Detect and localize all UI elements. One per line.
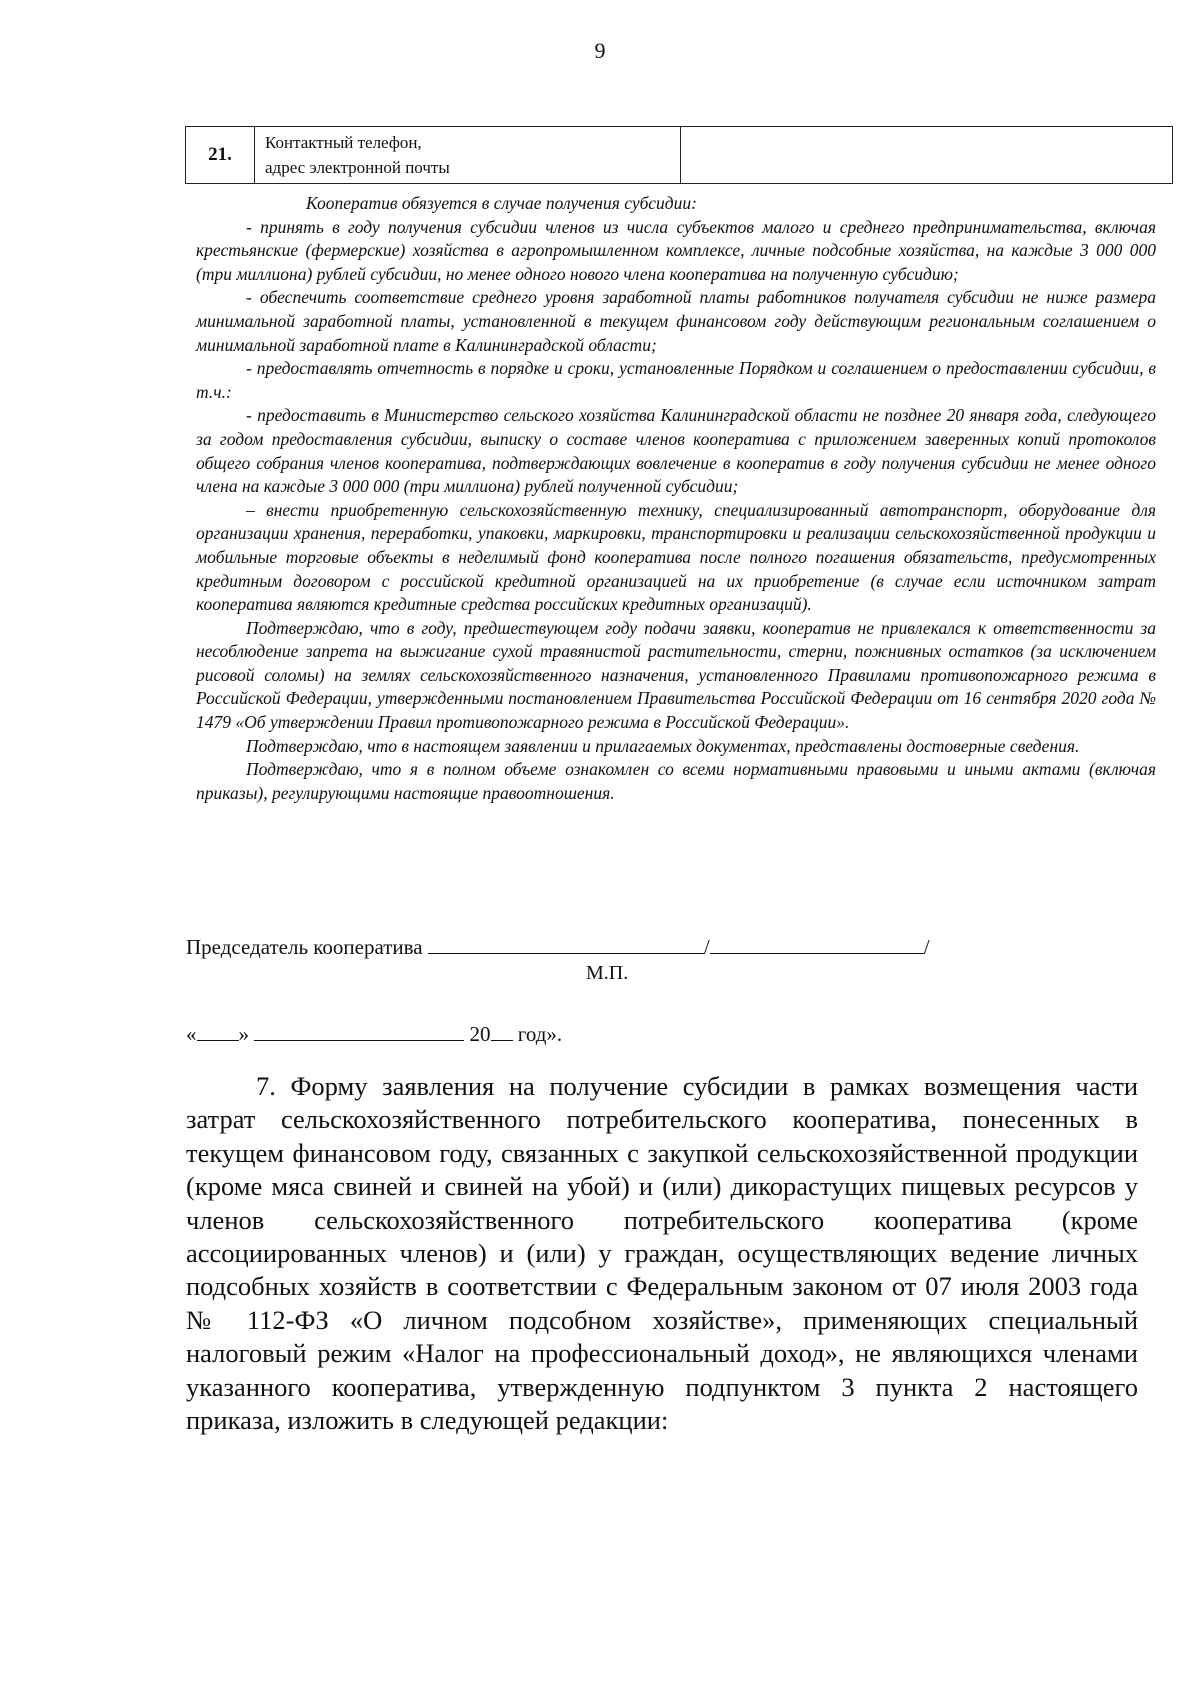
item-7-paragraph: 7. Форму заявления на получение субсидии в рамках возмещения части затрат сельскохозяйственного потребительского кооператива, понесенных в текущем финансовом году, связанных с закупкой сельскохозяйственной продукции (кроме мяса свиней и свиней на убой) и (или) дикорастущих пищевых ресурсов у членов сельскохозяйственного потребительского кооператива (кроме ассоциированных членов) и (или) у граждан, осуществляющих ведение личных подсобных хозяйств в соответствии с Федеральным законом от 07 июля 2003 года № 112-ФЗ «О личном подсобном хозяйстве», применяющих специальный налоговый режим «Налог на профессиональный доход», не являющихся членами указанного кооператива, утвержденную подпунктом 3 пункта 2 настоящего приказа, изложить в следующей редакции: xyxy=(186,1071,1138,1436)
row-number: 21. xyxy=(186,127,255,184)
stamp-label: М.П. xyxy=(586,962,629,984)
commitments-intro: Кооператив обязуется в случае получения субсидии: xyxy=(306,193,697,213)
name-blank xyxy=(710,933,924,954)
signature-line xyxy=(186,933,1086,960)
date-line xyxy=(186,1020,562,1047)
signature-end: / xyxy=(923,935,930,959)
table-row xyxy=(186,127,1173,184)
date-open-quote: « xyxy=(186,1022,197,1046)
commitments-section xyxy=(196,192,1156,805)
month-blank xyxy=(254,1020,464,1041)
signature-blank xyxy=(428,933,704,954)
page-number: 9 xyxy=(594,38,606,63)
commitment-item: - принять в году получения субсидии членов из числа субъектов малого и среднего предпринимательства, включая крестьянские (фермерские) хозяйства в агропромышленном комплексе, личные подсобные хозяйства, на каждые 3 000 000 (три миллиона) рублей субсидии, но менее одного нового члена кооператива на полученную субсидию; xyxy=(196,216,1156,284)
signature-separator: / xyxy=(703,935,710,959)
label-line-2: адрес электронной почты xyxy=(265,158,450,177)
commitment-item: – внести приобретенную сельскохозяйственную технику, специализированный автотранспорт, оборудование для организации хранения, переработки, упаковки, маркировки, транспортировки и реализации сельскохозяйственной продукции и мобильные торговые объекты в неделимый фонд кооператива после полного погашения обязательств, предусмотренных кредитным договором с российской кредитной организацией на их приобретение (в случае если источником затрат кооператива являются кредитные средства российских кредитных организаций). xyxy=(196,499,1156,615)
commitment-item: - обеспечить соответствие среднего уровня заработной платы работников получателя субсидии не ниже размера минимальной заработной платы, установленной в текущем финансовом году действующим региональным соглашением о минимальной заработной плате в Калининградской области; xyxy=(196,287,1156,355)
item-7-section xyxy=(186,1070,1138,1437)
row-label xyxy=(255,127,681,184)
year-suffix: год». xyxy=(517,1022,563,1046)
label-line-1: Контактный телефон, xyxy=(265,133,422,152)
confirmation-paragraph: Подтверждаю, что я в полном объеме ознакомлен со всеми нормативными правовыми и иными актами (включая приказы), регулирующими настоящие правоотношения. xyxy=(196,759,1156,803)
day-blank xyxy=(197,1020,239,1041)
confirmation-paragraph: Подтверждаю, что в году, предшествующем году подачи заявки, кооператив не привлекался к ответственности за несоблюдение запрета на выжигание сухой травянистой растительности, стерни, пожнивных остатков (за исключением рисовой соломы) на землях сельскохозяйственного назначения, установленного Правилами противопожарного режима в Российской Федерации, утвержденными постановлением Правительства Российской Федерации от 16 сентября 2020 года № 1479 «Об утверждении Правил противопожарного режима в Российской Федерации». xyxy=(196,617,1156,733)
date-close-quote: » xyxy=(238,1022,249,1046)
contact-table xyxy=(185,126,1173,184)
row-value xyxy=(681,127,1173,184)
commitment-item: - предоставлять отчетность в порядке и сроки, установленные Порядком и соглашением о предоставлении субсидии, в т.ч.: xyxy=(196,358,1156,402)
year-prefix: 20 xyxy=(469,1022,491,1046)
confirmation-paragraph: Подтверждаю, что в настоящем заявлении и прилагаемых документах, представлены достоверные сведения. xyxy=(246,735,1080,756)
year-blank xyxy=(491,1020,513,1041)
commitment-item: - предоставить в Министерство сельского хозяйства Калининградской области не позднее 20 января года, следующего за годом предоставления субсидии, выписку о составе членов кооператива с приложением заверенных копий протоколов общего собрания членов кооператива, подтверждающих вовлечение в кооператив в году получения субсидии не менее одного члена на каждые 3 000 000 (три миллиона) рублей полученной субсидии; xyxy=(196,405,1156,497)
signature-label: Председатель кооператива xyxy=(186,935,423,959)
